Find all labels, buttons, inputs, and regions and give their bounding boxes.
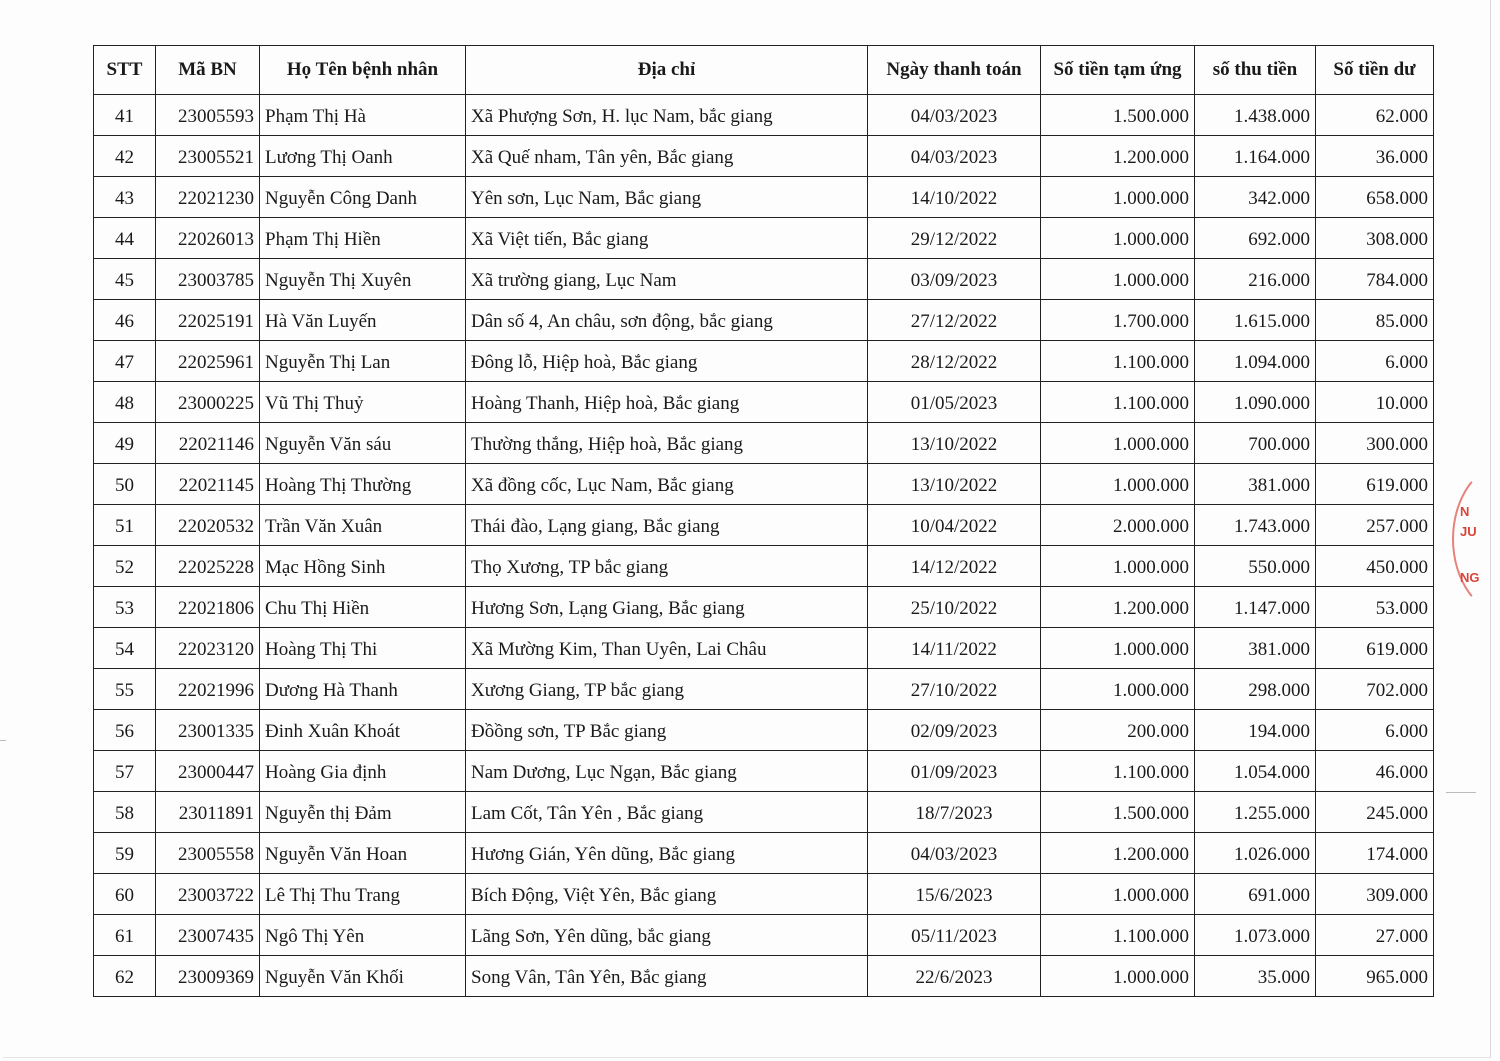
cell-balance-amount: 619.000 [1316, 628, 1434, 669]
cell-patient-id: 22026013 [156, 218, 260, 259]
table-row [94, 218, 1434, 259]
cell-balance-amount: 6.000 [1316, 341, 1434, 382]
header-advance-amount: Số tiền tạm ứng [1041, 46, 1195, 95]
cell-collected-amount: 35.000 [1195, 956, 1316, 997]
cell-patient-id: 22021996 [156, 669, 260, 710]
cell-address: Thường thắng, Hiệp hoà, Bắc giang [466, 423, 868, 464]
cell-address: Dân số 4, An châu, sơn động, bắc giang [466, 300, 868, 341]
cell-collected-amount: 216.000 [1195, 259, 1316, 300]
table-row [94, 751, 1434, 792]
cell-balance-amount: 658.000 [1316, 177, 1434, 218]
table-row [94, 341, 1434, 382]
cell-balance-amount: 174.000 [1316, 833, 1434, 874]
cell-address: Lãng Sơn, Yên dũng, bắc giang [466, 915, 868, 956]
cell-payment-date: 27/12/2022 [868, 300, 1041, 341]
cell-patient-name: Vũ Thị Thuỷ [260, 382, 466, 423]
cell-address: Xã đồng cốc, Lục Nam, Bắc giang [466, 464, 868, 505]
table-row [94, 423, 1434, 464]
cell-patient-name: Ngô Thị Yên [260, 915, 466, 956]
cell-stt: 56 [94, 710, 156, 751]
header-balance-amount: Số tiền dư [1316, 46, 1434, 95]
cell-collected-amount: 381.000 [1195, 628, 1316, 669]
cell-payment-date: 25/10/2022 [868, 587, 1041, 628]
cell-stt: 48 [94, 382, 156, 423]
cell-payment-date: 29/12/2022 [868, 218, 1041, 259]
cell-balance-amount: 308.000 [1316, 218, 1434, 259]
cell-collected-amount: 1.438.000 [1195, 95, 1316, 136]
cell-stt: 62 [94, 956, 156, 997]
cell-patient-name: Chu Thị Hiền [260, 587, 466, 628]
cell-patient-id: 23001335 [156, 710, 260, 751]
cell-patient-id: 22021145 [156, 464, 260, 505]
cell-collected-amount: 1.147.000 [1195, 587, 1316, 628]
cell-advance-amount: 1.000.000 [1041, 218, 1195, 259]
cell-patient-id: 22021230 [156, 177, 260, 218]
cell-advance-amount: 1.100.000 [1041, 751, 1195, 792]
table-row [94, 546, 1434, 587]
table-row [94, 915, 1434, 956]
cell-stt: 47 [94, 341, 156, 382]
cell-payment-date: 03/09/2023 [868, 259, 1041, 300]
table-row [94, 628, 1434, 669]
cell-payment-date: 28/12/2022 [868, 341, 1041, 382]
cell-advance-amount: 1.700.000 [1041, 300, 1195, 341]
cell-patient-name: Hoàng Thị Thi [260, 628, 466, 669]
table-row [94, 710, 1434, 751]
cell-balance-amount: 27.000 [1316, 915, 1434, 956]
cell-advance-amount: 1.200.000 [1041, 587, 1195, 628]
cell-payment-date: 13/10/2022 [868, 423, 1041, 464]
cell-collected-amount: 550.000 [1195, 546, 1316, 587]
table-row [94, 300, 1434, 341]
cell-patient-name: Mạc Hồng Sinh [260, 546, 466, 587]
cell-collected-amount: 1.054.000 [1195, 751, 1316, 792]
cell-address: Xương Giang, TP bắc giang [466, 669, 868, 710]
cell-patient-id: 22025191 [156, 300, 260, 341]
cell-balance-amount: 6.000 [1316, 710, 1434, 751]
cell-stt: 59 [94, 833, 156, 874]
cell-address: Đông lỗ, Hiệp hoà, Bắc giang [466, 341, 868, 382]
cell-stt: 43 [94, 177, 156, 218]
cell-collected-amount: 1.094.000 [1195, 341, 1316, 382]
cell-patient-id: 23000447 [156, 751, 260, 792]
cell-balance-amount: 36.000 [1316, 136, 1434, 177]
cell-collected-amount: 342.000 [1195, 177, 1316, 218]
cell-payment-date: 13/10/2022 [868, 464, 1041, 505]
cell-patient-name: Dương Hà Thanh [260, 669, 466, 710]
cell-balance-amount: 46.000 [1316, 751, 1434, 792]
cell-payment-date: 04/03/2023 [868, 833, 1041, 874]
cell-address: Xã trường giang, Lục Nam [466, 259, 868, 300]
cell-address: Song Vân, Tân Yên, Bắc giang [466, 956, 868, 997]
cell-patient-name: Nguyễn Văn Khối [260, 956, 466, 997]
cell-advance-amount: 1.000.000 [1041, 628, 1195, 669]
cell-payment-date: 05/11/2023 [868, 915, 1041, 956]
cell-address: Xã Việt tiến, Bắc giang [466, 218, 868, 259]
cell-stt: 53 [94, 587, 156, 628]
cell-patient-name: Đinh Xuân Khoát [260, 710, 466, 751]
cell-address: Nam Dương, Lục Ngạn, Bắc giang [466, 751, 868, 792]
cell-address: Thọ Xương, TP bắc giang [466, 546, 868, 587]
cell-balance-amount: 245.000 [1316, 792, 1434, 833]
cell-stt: 50 [94, 464, 156, 505]
cell-stt: 61 [94, 915, 156, 956]
cell-collected-amount: 691.000 [1195, 874, 1316, 915]
cell-balance-amount: 257.000 [1316, 505, 1434, 546]
cell-payment-date: 04/03/2023 [868, 136, 1041, 177]
cell-address: Lam Cốt, Tân Yên , Bắc giang [466, 792, 868, 833]
cell-collected-amount: 1.090.000 [1195, 382, 1316, 423]
cell-stt: 51 [94, 505, 156, 546]
cell-advance-amount: 2.000.000 [1041, 505, 1195, 546]
cell-advance-amount: 1.100.000 [1041, 382, 1195, 423]
cell-stt: 49 [94, 423, 156, 464]
cell-collected-amount: 1.615.000 [1195, 300, 1316, 341]
seal-text: NG [1460, 570, 1480, 585]
cell-patient-id: 22021806 [156, 587, 260, 628]
cell-patient-name: Nguyễn Văn sáu [260, 423, 466, 464]
cell-balance-amount: 450.000 [1316, 546, 1434, 587]
cell-patient-name: Nguyễn thị Đảm [260, 792, 466, 833]
cell-stt: 58 [94, 792, 156, 833]
red-seal-stamp [1452, 462, 1500, 612]
cell-stt: 41 [94, 95, 156, 136]
cell-patient-id: 23003722 [156, 874, 260, 915]
cell-collected-amount: 700.000 [1195, 423, 1316, 464]
cell-advance-amount: 1.200.000 [1041, 833, 1195, 874]
cell-payment-date: 14/11/2022 [868, 628, 1041, 669]
cell-stt: 44 [94, 218, 156, 259]
table-row [94, 956, 1434, 997]
header-patient-name: Họ Tên bệnh nhân [260, 46, 466, 95]
cell-patient-id: 22021146 [156, 423, 260, 464]
cell-collected-amount: 1.026.000 [1195, 833, 1316, 874]
table-row [94, 833, 1434, 874]
scan-mark [1446, 792, 1476, 793]
cell-address: Hoàng Thanh, Hiệp hoà, Bắc giang [466, 382, 868, 423]
cell-patient-id: 23005558 [156, 833, 260, 874]
header-stt: STT [94, 46, 156, 95]
cell-advance-amount: 1.200.000 [1041, 136, 1195, 177]
cell-balance-amount: 309.000 [1316, 874, 1434, 915]
cell-advance-amount: 1.000.000 [1041, 956, 1195, 997]
cell-address: Xã Quế nham, Tân yên, Bắc giang [466, 136, 868, 177]
cell-patient-name: Lê Thị Thu Trang [260, 874, 466, 915]
cell-payment-date: 18/7/2023 [868, 792, 1041, 833]
cell-patient-name: Nguyễn Thị Lan [260, 341, 466, 382]
table-row [94, 464, 1434, 505]
table-row [94, 874, 1434, 915]
cell-advance-amount: 1.000.000 [1041, 259, 1195, 300]
cell-patient-id: 23007435 [156, 915, 260, 956]
cell-advance-amount: 1.500.000 [1041, 95, 1195, 136]
cell-balance-amount: 702.000 [1316, 669, 1434, 710]
cell-payment-date: 14/12/2022 [868, 546, 1041, 587]
cell-patient-id: 23009369 [156, 956, 260, 997]
cell-balance-amount: 10.000 [1316, 382, 1434, 423]
cell-advance-amount: 1.000.000 [1041, 464, 1195, 505]
seal-text: JU [1460, 524, 1477, 539]
cell-advance-amount: 1.000.000 [1041, 423, 1195, 464]
cell-stt: 55 [94, 669, 156, 710]
cell-stt: 52 [94, 546, 156, 587]
cell-balance-amount: 619.000 [1316, 464, 1434, 505]
cell-patient-id: 23005521 [156, 136, 260, 177]
table-header-row [94, 46, 1434, 95]
cell-address: Hương Gián, Yên dũng, Bắc giang [466, 833, 868, 874]
cell-advance-amount: 1.000.000 [1041, 177, 1195, 218]
cell-balance-amount: 300.000 [1316, 423, 1434, 464]
cell-collected-amount: 194.000 [1195, 710, 1316, 751]
cell-patient-name: Nguyễn Thị Xuyên [260, 259, 466, 300]
cell-advance-amount: 1.000.000 [1041, 669, 1195, 710]
cell-advance-amount: 1.500.000 [1041, 792, 1195, 833]
table-row [94, 587, 1434, 628]
cell-balance-amount: 965.000 [1316, 956, 1434, 997]
cell-address: Đồồng sơn, TP Bắc giang [466, 710, 868, 751]
cell-collected-amount: 298.000 [1195, 669, 1316, 710]
cell-collected-amount: 692.000 [1195, 218, 1316, 259]
table-row [94, 382, 1434, 423]
cell-collected-amount: 1.164.000 [1195, 136, 1316, 177]
table-row [94, 792, 1434, 833]
cell-patient-name: Hoàng Gia định [260, 751, 466, 792]
cell-patient-name: Nguyễn Văn Hoan [260, 833, 466, 874]
seal-ring [1452, 462, 1500, 616]
cell-address: Xã Phượng Sơn, H. lục Nam, bắc giang [466, 95, 868, 136]
header-address: Địa chỉ [466, 46, 868, 95]
cell-balance-amount: 62.000 [1316, 95, 1434, 136]
cell-address: Bích Động, Việt Yên, Bắc giang [466, 874, 868, 915]
cell-patient-id: 23011891 [156, 792, 260, 833]
cell-patient-name: Nguyễn Công Danh [260, 177, 466, 218]
cell-payment-date: 15/6/2023 [868, 874, 1041, 915]
cell-address: Thái đào, Lạng giang, Bắc giang [466, 505, 868, 546]
cell-patient-name: Trần Văn Xuân [260, 505, 466, 546]
cell-balance-amount: 784.000 [1316, 259, 1434, 300]
cell-payment-date: 14/10/2022 [868, 177, 1041, 218]
cell-payment-date: 22/6/2023 [868, 956, 1041, 997]
cell-stt: 57 [94, 751, 156, 792]
cell-stt: 45 [94, 259, 156, 300]
table-row [94, 259, 1434, 300]
table-row [94, 136, 1434, 177]
cell-stt: 46 [94, 300, 156, 341]
cell-collected-amount: 1.255.000 [1195, 792, 1316, 833]
table-row [94, 505, 1434, 546]
cell-balance-amount: 85.000 [1316, 300, 1434, 341]
cell-payment-date: 04/03/2023 [868, 95, 1041, 136]
header-patient-id: Mã BN [156, 46, 260, 95]
cell-advance-amount: 1.000.000 [1041, 546, 1195, 587]
cell-collected-amount: 1.743.000 [1195, 505, 1316, 546]
cell-payment-date: 10/04/2022 [868, 505, 1041, 546]
cell-patient-id: 22025228 [156, 546, 260, 587]
cell-balance-amount: 53.000 [1316, 587, 1434, 628]
table-row [94, 95, 1434, 136]
cell-payment-date: 01/09/2023 [868, 751, 1041, 792]
cell-patient-id: 23000225 [156, 382, 260, 423]
cell-payment-date: 27/10/2022 [868, 669, 1041, 710]
cell-collected-amount: 1.073.000 [1195, 915, 1316, 956]
cell-patient-name: Phạm Thị Hiền [260, 218, 466, 259]
table-row [94, 669, 1434, 710]
cell-patient-id: 22023120 [156, 628, 260, 669]
seal-text: N [1460, 504, 1470, 519]
cell-patient-name: Hoàng Thị Thường [260, 464, 466, 505]
cell-patient-id: 22025961 [156, 341, 260, 382]
cell-patient-name: Phạm Thị Hà [260, 95, 466, 136]
cell-advance-amount: 200.000 [1041, 710, 1195, 751]
scan-mark [0, 740, 6, 741]
cell-patient-id: 22020532 [156, 505, 260, 546]
cell-stt: 60 [94, 874, 156, 915]
header-payment-date: Ngày thanh toán [868, 46, 1041, 95]
cell-payment-date: 02/09/2023 [868, 710, 1041, 751]
cell-stt: 54 [94, 628, 156, 669]
cell-patient-id: 23005593 [156, 95, 260, 136]
cell-advance-amount: 1.000.000 [1041, 874, 1195, 915]
cell-advance-amount: 1.100.000 [1041, 341, 1195, 382]
cell-advance-amount: 1.100.000 [1041, 915, 1195, 956]
cell-address: Xã Mường Kim, Than Uyên, Lai Châu [466, 628, 868, 669]
cell-payment-date: 01/05/2023 [868, 382, 1041, 423]
cell-patient-id: 23003785 [156, 259, 260, 300]
cell-address: Hương Sơn, Lạng Giang, Bắc giang [466, 587, 868, 628]
cell-patient-name: Lương Thị Oanh [260, 136, 466, 177]
patient-payment-table [93, 45, 1434, 997]
table-row [94, 177, 1434, 218]
cell-patient-name: Hà Văn Luyến [260, 300, 466, 341]
cell-collected-amount: 381.000 [1195, 464, 1316, 505]
cell-address: Yên sơn, Lục Nam, Bắc giang [466, 177, 868, 218]
header-collected-amount: số thu tiền [1195, 46, 1316, 95]
cell-stt: 42 [94, 136, 156, 177]
